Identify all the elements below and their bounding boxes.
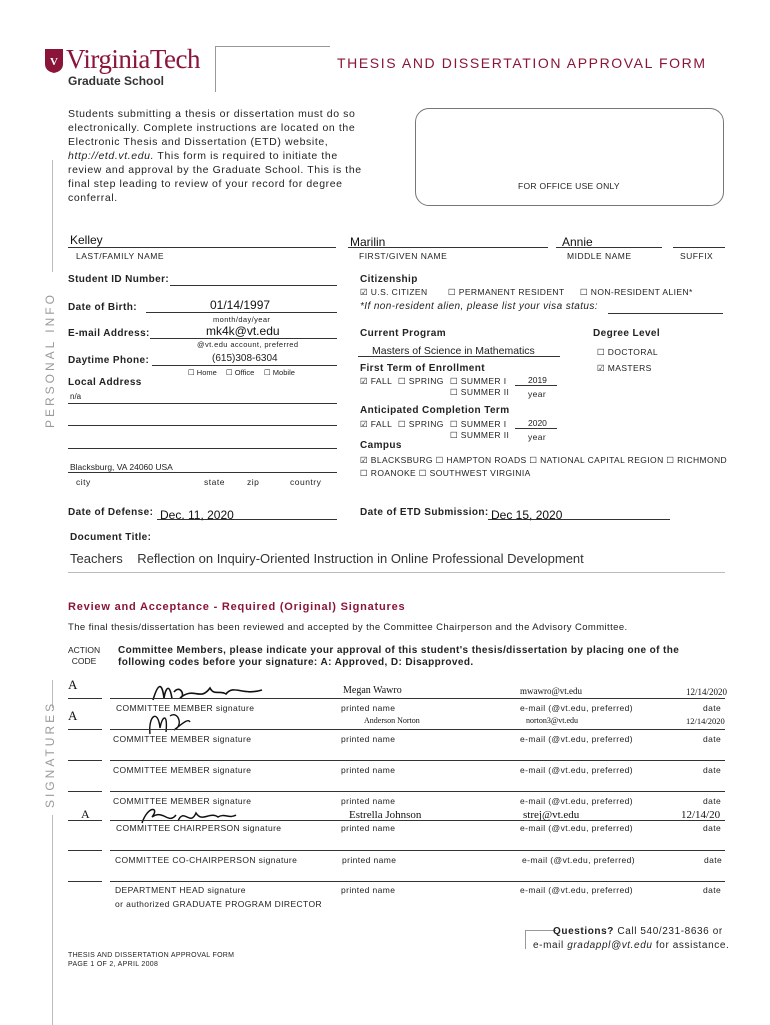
defense-date-line bbox=[157, 519, 337, 520]
dept-name-label: printed name bbox=[341, 885, 396, 895]
review-heading: Review and Acceptance - Required (Original) Signatures bbox=[68, 601, 406, 613]
email-hint: @vt.edu account, preferred bbox=[197, 340, 299, 349]
campus-label: Campus bbox=[360, 440, 402, 451]
row4-sig-label: COMMITTEE MEMBER signature bbox=[113, 796, 252, 806]
chair-printed-name[interactable]: Estrella Johnson bbox=[349, 809, 422, 821]
row3-email-label: e-mail (@vt.edu, preferred) bbox=[520, 765, 633, 775]
row1-printed-name[interactable]: Megan Wawro bbox=[343, 685, 402, 696]
campus-options-row2[interactable]: ☐ ROANOKE ☐ SOUTHWEST VIRGINIA bbox=[360, 468, 531, 478]
sidebar-personal-info: PERSONAL INFO bbox=[43, 292, 57, 428]
dept-date-label: date bbox=[703, 885, 722, 895]
row4-date-label: date bbox=[703, 796, 722, 806]
row4-name-label: printed name bbox=[341, 796, 396, 806]
email-label: E-mail Address: bbox=[68, 328, 150, 339]
footer-page-info: PAGE 1 OF 2, APRIL 2008 bbox=[68, 961, 159, 968]
citizenship-nonresident-checkbox[interactable]: ☐ NON-RESIDENT ALIEN* bbox=[580, 287, 693, 297]
phone-line bbox=[152, 365, 337, 366]
defense-date-label: Date of Defense: bbox=[68, 507, 154, 518]
zip-label: zip bbox=[247, 477, 260, 487]
visa-note: *If non-resident alien, please list your visa status: bbox=[360, 301, 598, 312]
visa-status-line[interactable] bbox=[608, 313, 723, 314]
form-title: THESIS AND DISSERTATION APPROVAL FORM bbox=[337, 55, 707, 71]
document-title-value[interactable]: Teachers Reflection on Inquiry-Oriented Instruction in Online Professional Development bbox=[70, 551, 584, 566]
logo-wordmark: VirginiaTech bbox=[66, 44, 200, 74]
chair-date-label: date bbox=[703, 823, 722, 833]
row1-sig-label: COMMITTEE MEMBER signature bbox=[116, 703, 255, 713]
row2-action-code[interactable]: A bbox=[68, 708, 78, 723]
city-label: city bbox=[76, 477, 91, 487]
local-address-label: Local Address bbox=[68, 377, 142, 388]
questions-text: Questions? Call 540/231-8636 or bbox=[553, 926, 723, 937]
phone-type-mobile[interactable]: ☐ Mobile bbox=[264, 368, 295, 377]
sidebar-signatures-rule-bottom bbox=[52, 815, 53, 1025]
degree-level-label: Degree Level bbox=[593, 328, 661, 339]
phone-value[interactable]: (615)308-6304 bbox=[212, 353, 278, 364]
vt-shield-icon bbox=[44, 48, 64, 74]
address-line1 bbox=[68, 403, 337, 404]
vt-logo bbox=[44, 44, 214, 90]
row3-code-line bbox=[68, 760, 102, 761]
current-program-label: Current Program bbox=[360, 328, 447, 339]
row2-code-line bbox=[68, 729, 102, 730]
cochair-sig-label: COMMITTEE CO-CHAIRPERSON signature bbox=[115, 855, 298, 865]
first-term-year-line bbox=[515, 385, 557, 386]
row1-name-label: printed name bbox=[341, 703, 396, 713]
chair-date[interactable]: 12/14/20 bbox=[681, 809, 721, 821]
middle-name-value[interactable]: Annie bbox=[562, 235, 593, 249]
header-rule bbox=[216, 46, 330, 47]
phone-type-home[interactable]: ☐ Home bbox=[188, 368, 217, 377]
dept-sig-label: DEPARTMENT HEAD signature bbox=[115, 885, 246, 895]
dob-line bbox=[146, 312, 337, 313]
row4-code-line bbox=[68, 791, 102, 792]
etd-date-line bbox=[488, 519, 670, 520]
chair-name-label: printed name bbox=[341, 823, 396, 833]
dob-label: Date of Birth: bbox=[68, 302, 137, 313]
first-term-year-value[interactable]: 2019 bbox=[528, 375, 547, 385]
student-id-line[interactable] bbox=[170, 285, 337, 286]
row2-email-label: e-mail (@vt.edu, preferred) bbox=[520, 734, 633, 744]
row2-sig-label: COMMITTEE MEMBER signature bbox=[113, 734, 252, 744]
citizenship-us-checkbox[interactable]: ☑ U.S. CITIZEN bbox=[360, 287, 428, 297]
first-term-year-label: year bbox=[528, 389, 547, 399]
email-line bbox=[150, 338, 337, 339]
citizenship-permanent-checkbox[interactable]: ☐ PERMANENT RESIDENT bbox=[448, 287, 565, 297]
row2-sig-line bbox=[110, 729, 725, 730]
etd-date-value[interactable]: Dec 15, 2020 bbox=[491, 508, 563, 522]
row1-sig-line bbox=[110, 698, 725, 699]
completion-summer1[interactable]: ☐ SUMMER I bbox=[450, 419, 507, 429]
degree-doctoral-checkbox[interactable]: ☐ DOCTORAL bbox=[597, 347, 659, 357]
etd-url-link[interactable]: http://etd.vt.edu. bbox=[68, 150, 155, 162]
campus-options-row1[interactable]: ☑ BLACKSBURG ☐ HAMPTON ROADS ☐ NATIONAL CAPITAL REGION ☐ RICHMOND bbox=[360, 455, 728, 465]
completion-year-value[interactable]: 2020 bbox=[528, 418, 547, 428]
first-name-value[interactable]: Marilin bbox=[350, 235, 386, 249]
cochair-name-label: printed name bbox=[342, 855, 397, 865]
first-term-spring[interactable]: ☐ SPRING bbox=[398, 376, 444, 386]
action-code-label: ACTION CODE bbox=[68, 645, 101, 666]
middle-name-line bbox=[556, 247, 662, 248]
address-city-value[interactable]: Blacksburg, VA 24060 USA bbox=[70, 462, 173, 472]
dept-email-label: e-mail (@vt.edu, preferred) bbox=[520, 885, 633, 895]
cochair-code-line bbox=[68, 850, 102, 851]
dob-value[interactable]: 01/14/1997 bbox=[210, 298, 271, 312]
student-id-label: Student ID Number: bbox=[68, 274, 170, 285]
middle-name-label: MIDDLE NAME bbox=[567, 251, 632, 261]
office-use-box bbox=[415, 108, 724, 206]
document-title-label: Document Title: bbox=[70, 532, 152, 543]
last-name-line bbox=[68, 247, 336, 248]
review-instructions-1: Committee Members, please indicate your approval of this student's thesis/dissertation by placing one of the bbox=[118, 645, 680, 656]
row4-email-label: e-mail (@vt.edu, preferred) bbox=[520, 796, 633, 806]
dept-sig-line bbox=[110, 881, 725, 882]
defense-date-value[interactable]: Dec. 11, 2020 bbox=[160, 508, 234, 522]
footer-form-name: THESIS AND DISSERTATION APPROVAL FORM bbox=[68, 952, 235, 959]
office-use-label: FOR OFFICE USE ONLY bbox=[518, 181, 620, 191]
cochair-email-label: e-mail (@vt.edu, preferred) bbox=[522, 855, 635, 865]
last-name-value[interactable]: Kelley bbox=[70, 233, 103, 247]
chair-email[interactable]: strej@vt.edu bbox=[523, 809, 580, 821]
chair-code-line bbox=[68, 820, 102, 821]
row1-code-line bbox=[68, 698, 102, 699]
row1-email-label: e-mail (@vt.edu, preferred) bbox=[520, 703, 633, 713]
row1-signature-mark bbox=[150, 678, 270, 706]
cochair-date-label: date bbox=[704, 855, 723, 865]
row4-sig-line bbox=[110, 791, 725, 792]
email-value[interactable]: mk4k@vt.edu bbox=[206, 324, 280, 338]
last-name-label: LAST/FAMILY NAME bbox=[76, 251, 164, 261]
country-label: country bbox=[290, 477, 322, 487]
row1-action-code[interactable]: A bbox=[68, 677, 78, 692]
completion-year-label: year bbox=[528, 432, 547, 442]
row1-email[interactable]: mwawro@vt.edu bbox=[520, 686, 583, 696]
help-email-link[interactable]: gradappl@vt.edu bbox=[567, 940, 653, 951]
row2-email[interactable]: norton3@vt.edu bbox=[526, 716, 579, 725]
suffix-line bbox=[673, 247, 725, 248]
row3-date-label: date bbox=[703, 765, 722, 775]
suffix-label: SUFFIX bbox=[680, 251, 714, 261]
first-term-label: First Term of Enrollment bbox=[360, 363, 485, 374]
current-program-line bbox=[358, 356, 560, 357]
row1-date-label: date bbox=[703, 703, 722, 713]
document-title-line bbox=[68, 572, 725, 573]
first-term-summer1[interactable]: ☐ SUMMER I bbox=[450, 376, 507, 386]
first-name-label: FIRST/GIVEN NAME bbox=[359, 251, 448, 261]
logo-subtitle: Graduate School bbox=[68, 74, 165, 88]
chair-action-code[interactable]: A bbox=[81, 807, 90, 821]
address-line2[interactable] bbox=[68, 425, 337, 426]
svg-text:V: V bbox=[50, 56, 58, 68]
help-email-text: e-mail gradappl@vt.edu for assistance. bbox=[533, 940, 730, 951]
first-term-summer2[interactable]: ☐ SUMMER II bbox=[450, 387, 510, 397]
chair-email-label: e-mail (@vt.edu, preferred) bbox=[520, 823, 633, 833]
cochair-sig-line bbox=[110, 850, 725, 851]
row2-name-label: printed name bbox=[341, 734, 396, 744]
row3-sig-line bbox=[110, 760, 725, 761]
etd-date-label: Date of ETD Submission: bbox=[360, 507, 489, 518]
chair-sig-label: COMMITTEE CHAIRPERSON signature bbox=[116, 823, 282, 833]
state-label: state bbox=[204, 477, 225, 487]
dob-hint: month/day/year bbox=[213, 315, 271, 324]
phone-type-office[interactable]: ☐ Office bbox=[226, 368, 255, 377]
current-program-value[interactable]: Masters of Science in Mathematics bbox=[372, 345, 535, 357]
address-line1-value[interactable]: n/a bbox=[70, 392, 82, 401]
dept-code-line bbox=[68, 881, 102, 882]
row2-date[interactable]: 12/14/2020 bbox=[686, 716, 725, 726]
row1-date[interactable]: 12/14/2020 bbox=[686, 687, 728, 697]
row3-name-label: printed name bbox=[341, 765, 396, 775]
dept-sig-label-2: or authorized GRADUATE PROGRAM DIRECTOR bbox=[115, 899, 323, 909]
address-line3[interactable] bbox=[68, 448, 337, 449]
review-statement: The final thesis/dissertation has been reviewed and accepted by the Committee Chairperson and the Advisory Committee. bbox=[68, 622, 628, 633]
completion-summer2[interactable]: ☐ SUMMER II bbox=[450, 430, 510, 440]
phone-label: Daytime Phone: bbox=[68, 355, 150, 366]
sidebar-signatures: SIGNATURES bbox=[43, 700, 57, 808]
row2-printed-name[interactable]: Anderson Norton bbox=[364, 716, 420, 725]
completion-term-label: Anticipated Completion Term bbox=[360, 405, 510, 416]
row2-date-label: date bbox=[703, 734, 722, 744]
row3-sig-label: COMMITTEE MEMBER signature bbox=[113, 765, 252, 775]
first-name-line bbox=[348, 247, 548, 248]
address-city-line bbox=[68, 472, 337, 473]
completion-year-line bbox=[515, 428, 557, 429]
degree-masters-checkbox[interactable]: ☑ MASTERS bbox=[597, 363, 652, 373]
completion-fall[interactable]: ☑ FALL bbox=[360, 419, 393, 429]
first-term-fall[interactable]: ☑ FALL bbox=[360, 376, 393, 386]
sidebar-personal-rule bbox=[52, 160, 53, 272]
review-instructions-2: following codes before your signature: A: Approved, D: Disapproved. bbox=[118, 657, 474, 668]
intro-text: Students submitting a thesis or dissertation must do so electronically. Complete instructions are located on the Electronic Thesis and Dissertation (ETD) website, http://etd.vt.edu. This form is required to initiate the review and approval by the Graduate School. This is the final step leading to review of your record for degree conferral. bbox=[68, 108, 362, 204]
header-rule-vert bbox=[215, 46, 216, 92]
completion-spring[interactable]: ☐ SPRING bbox=[398, 419, 444, 429]
citizenship-label: Citizenship bbox=[360, 274, 418, 285]
